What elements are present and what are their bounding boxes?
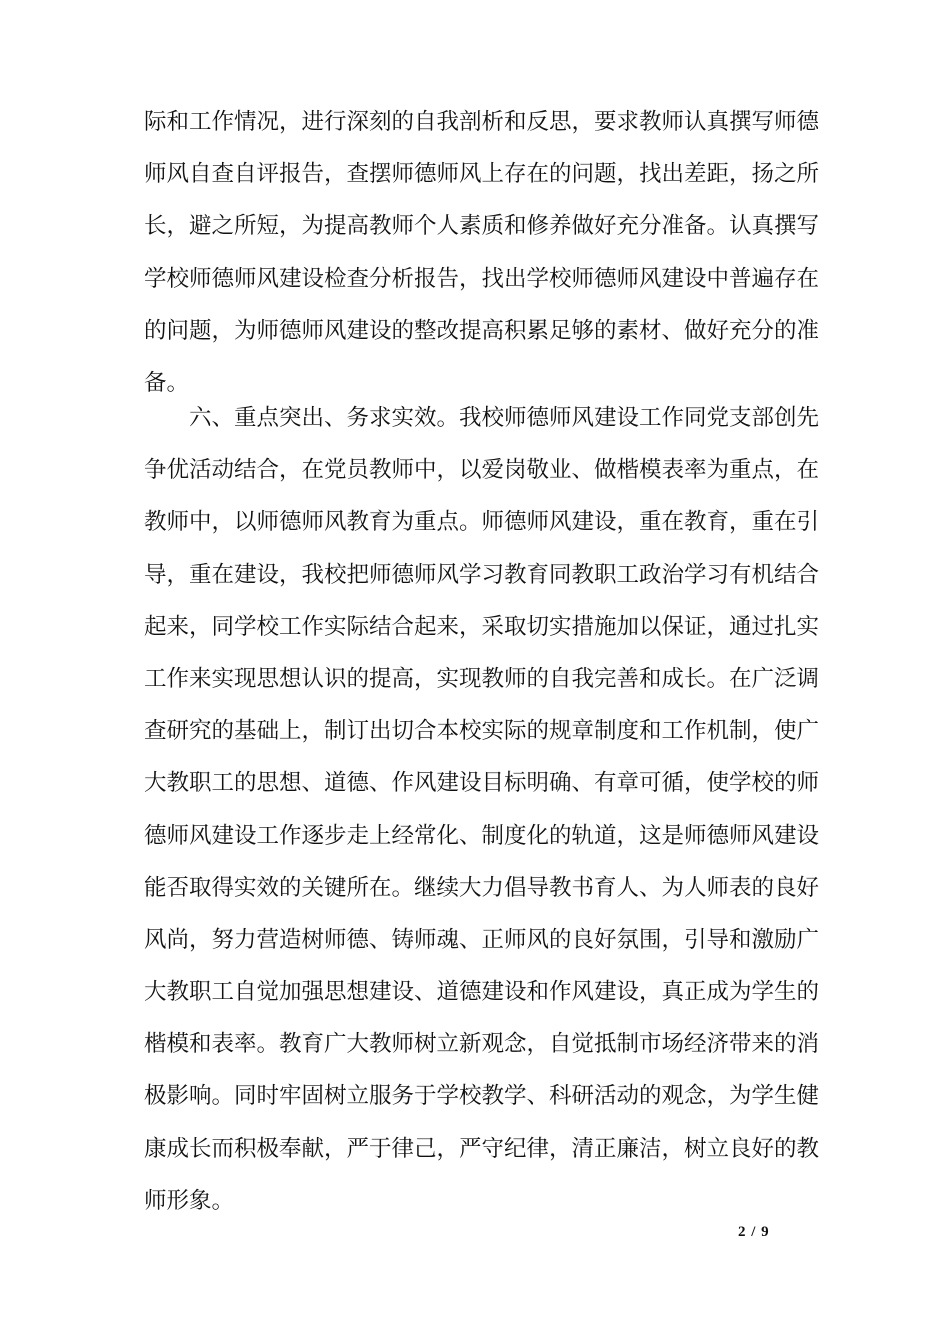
text-line: 际和工作情况，进行深刻的自我剖析和反思，要求教师认真撰写师德 [144,109,820,135]
text-line: 师风自查自评报告，查摆师德师风上存在的问题，找出差距，扬之所 [144,161,820,188]
text-line: 康成长而积极奉献，严于律己，严守纪律，清正廉洁，树立良好的教 [144,1135,820,1162]
text-line: 查研究的基础上，制订出切合本校实际的规章制度和工作机制，使广 [144,718,820,745]
text-line: 的问题，为师德师风建设的整改提高积累足够的素材、做好充分的准 [144,317,820,344]
text-line: 德师风建设工作逐步走上经常化、制度化的轨道，这是师德师风建设 [144,822,820,849]
text-line: 师形象。 [144,1187,235,1214]
text-line: 大教职工自觉加强思想建设、道德建设和作风建设，真正成为学生的 [144,979,820,1006]
paragraph [144,96,824,409]
text-line: 长，避之所短，为提高教师个人素质和修养做好充分准备。认真撰写 [144,213,820,240]
text-line: 大教职工的思想、道德、作风建设目标明确、有章可循，使学校的师 [144,770,820,797]
page-number: 2 / 9 [738,1224,770,1240]
text-line: 教师中，以师德师风教育为重点。师德师风建设，重在教育，重在引 [144,509,820,536]
text-line: 风尚，努力营造树师德、铸师魂、正师风的良好氛围，引导和激励广 [144,926,820,953]
text-line: 能否取得实效的关键所在。继续大力倡导教书育人、为人师表的良好 [144,874,820,901]
text-line: 备。 [144,369,190,396]
text-line: 起来，同学校工作实际结合起来，采取切实措施加以保证，通过扎实 [144,613,820,640]
text-line: 学校师德师风建设检查分析报告，找出学校师德师风建设中普遍存在 [144,265,820,292]
text-line: 六、重点突出、务求实效。我校师德师风建设工作同党支部创先 [144,405,820,431]
text-line: 争优活动结合，在党员教师中，以爱岗敬业、做楷模表率为重点，在 [144,457,820,484]
text-line: 工作来实现思想认识的提高，实现教师的自我完善和成长。在广泛调 [144,665,820,692]
text-line: 导，重在建设，我校把师德师风学习教育同教职工政治学习有机结合 [144,561,820,588]
paragraph [144,392,824,1227]
text-line: 楷模和表率。教育广大教师树立新观念，自觉抵制市场经济带来的消 [144,1031,820,1058]
text-line: 极影响。同时牢固树立服务于学校教学、科研活动的观念，为学生健 [144,1083,820,1110]
